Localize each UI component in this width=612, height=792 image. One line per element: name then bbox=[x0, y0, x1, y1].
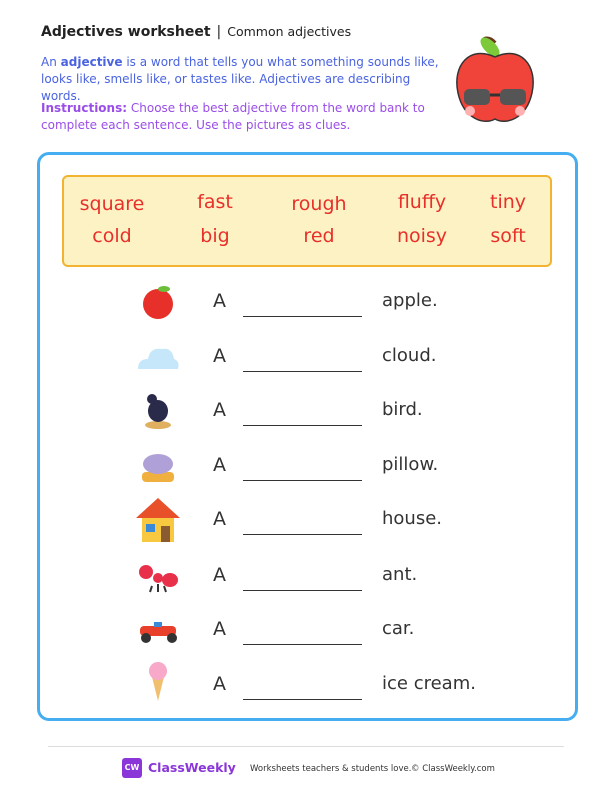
bird-icon bbox=[136, 391, 180, 431]
classweekly-logo[interactable]: CW bbox=[122, 758, 142, 778]
sentence-row bbox=[0, 446, 612, 486]
sentence-noun: ant. bbox=[382, 564, 418, 585]
intro-bold: adjective bbox=[60, 55, 123, 69]
cloud-icon bbox=[136, 337, 180, 377]
answer-blank[interactable] bbox=[243, 644, 362, 645]
footer-divider bbox=[48, 746, 564, 747]
sentence-row bbox=[0, 665, 612, 705]
pillow-icon bbox=[136, 446, 180, 486]
apple-mascot-icon bbox=[450, 35, 540, 130]
sentence-article: A bbox=[213, 564, 226, 586]
word-bank-item: square bbox=[79, 193, 145, 215]
sentence-noun: car. bbox=[382, 618, 415, 639]
instructions bbox=[41, 100, 441, 134]
sentence-article: A bbox=[213, 454, 226, 476]
sentence-noun: pillow. bbox=[382, 454, 439, 475]
apple-icon bbox=[136, 282, 180, 322]
sentence-article: A bbox=[213, 618, 226, 640]
answer-blank[interactable] bbox=[243, 590, 362, 591]
subtitle: Common adjectives bbox=[227, 24, 352, 39]
intro-part2: is a word that tells you what something sounds like, looks like, smells like, or tastes like. Adjectives are describing words. bbox=[41, 55, 439, 103]
instructions-label: Instructions: bbox=[41, 101, 128, 115]
footer-copyright: © ClassWeekly.com bbox=[411, 764, 495, 774]
instructions-text: Choose the best adjective from the word bank to complete each sentence. Use the pictures as clues. bbox=[41, 101, 425, 132]
word-bank-item: fluffy bbox=[397, 191, 447, 213]
word-bank-item: fast bbox=[197, 191, 233, 213]
sentence-article: A bbox=[213, 399, 226, 421]
sentence-article: A bbox=[213, 508, 226, 530]
word-bank-item: cold bbox=[92, 225, 132, 247]
word-bank-item: rough bbox=[291, 193, 347, 215]
answer-blank[interactable] bbox=[243, 371, 362, 372]
word-bank-item: big bbox=[200, 225, 230, 247]
answer-blank[interactable] bbox=[243, 425, 362, 426]
answer-blank[interactable] bbox=[243, 534, 362, 535]
sentence-row bbox=[0, 500, 612, 540]
page-title bbox=[41, 24, 351, 40]
sentence-row bbox=[0, 282, 612, 322]
sentence-row bbox=[0, 391, 612, 431]
sentence-article: A bbox=[213, 673, 226, 695]
title-separator: | bbox=[216, 24, 222, 40]
sentence-noun: house. bbox=[382, 508, 443, 529]
house-icon bbox=[136, 496, 180, 544]
car-icon bbox=[136, 610, 180, 650]
sentence-noun: ice cream. bbox=[382, 673, 476, 694]
ice-cream-icon bbox=[136, 659, 180, 703]
intro-part1: An bbox=[41, 55, 61, 69]
sentence-article: A bbox=[213, 345, 226, 367]
word-bank-item: soft bbox=[490, 225, 526, 247]
word-bank-item: noisy bbox=[396, 225, 448, 247]
word-bank-item: red bbox=[303, 225, 335, 247]
sentence-row bbox=[0, 556, 612, 596]
intro-text bbox=[41, 54, 451, 105]
brand-name[interactable]: ClassWeekly bbox=[148, 760, 236, 775]
ant-icon bbox=[136, 556, 180, 596]
word-bank-item: tiny bbox=[489, 191, 527, 213]
answer-blank[interactable] bbox=[243, 316, 362, 317]
sentence-noun: bird. bbox=[382, 399, 423, 420]
sentence-noun: cloud. bbox=[382, 345, 437, 366]
sentence-article: A bbox=[213, 290, 226, 312]
footer-tagline: Worksheets teachers & students love. bbox=[250, 764, 412, 774]
answer-blank[interactable] bbox=[243, 699, 362, 700]
sentence-row bbox=[0, 610, 612, 650]
answer-blank[interactable] bbox=[243, 480, 362, 481]
word-bank bbox=[62, 175, 552, 267]
title-text: Adjectives worksheet bbox=[41, 24, 211, 40]
sentence-row bbox=[0, 337, 612, 377]
sentence-noun: apple. bbox=[382, 290, 438, 311]
